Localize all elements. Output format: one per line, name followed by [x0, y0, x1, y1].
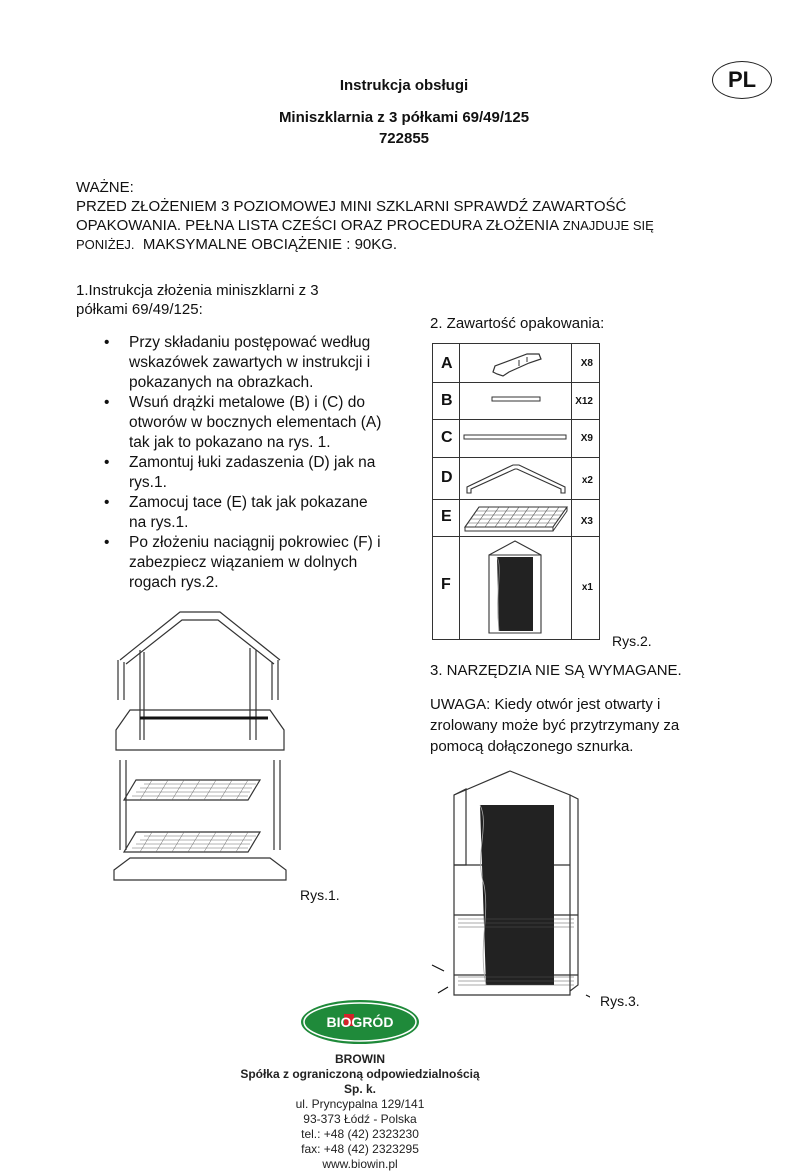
product-code: 722855 [378, 130, 430, 147]
figure-1-exploded-frame [100, 600, 300, 900]
tools-heading: 3. NARZĘDZIA NIE SĄ WYMAGANE. [430, 662, 682, 679]
language-badge: PL [712, 61, 772, 99]
parts-row [433, 382, 599, 420]
figure-2-caption: Rys.2. [612, 633, 652, 649]
contents-heading: 2. Zawartość opakowania: [430, 315, 605, 332]
part-letter: D [441, 469, 453, 486]
company-fax: fax: +48 (42) 2323295 [301, 1142, 419, 1156]
notice-text: MAKSYMALNE OBCIĄŻENIE : 90KG. [134, 236, 398, 253]
company-tel: tel.: +48 (42) 2323230 [301, 1127, 419, 1141]
parts-row [433, 344, 599, 383]
company-legal: Spółka z ograniczoną odpowiedzialnością Sp. k. [240, 1067, 480, 1096]
figure-3-caption: Rys.3. [600, 993, 640, 1009]
figure-1-caption: Rys.1. [300, 887, 340, 903]
company-name: BROWIN [335, 1052, 385, 1066]
assembly-step: • Przy składaniu postępować według wskazówek zawartych w instrukcji i pokazanych na obrazkach. [104, 333, 389, 393]
important-notice [76, 178, 716, 254]
company-web[interactable]: www.biowin.pl [322, 1157, 398, 1171]
part-letter: F [441, 576, 451, 593]
parts-row [433, 457, 599, 500]
company-info [230, 1052, 490, 1172]
notice-text: OPAKOWANIA. PEŁNA LISTA CZEŚCI ORAZ PROCEDURA ZŁOŻENIA [76, 217, 560, 234]
company-street: ul. Pryncypalna 129/141 [295, 1097, 425, 1111]
parts-row [433, 499, 599, 537]
assembly-step: • Zamocuj tace (E) tak jak pokazane na rys.1. [104, 493, 389, 533]
note-text: UWAGA: Kiedy otwór jest otwarty i zrolowany może być przytrzymany za pomocą dołączonego sznurka. [430, 696, 680, 755]
assembly-steps [104, 333, 389, 593]
part-letter: C [441, 429, 453, 446]
part-letter: A [441, 355, 453, 372]
product-name: Miniszklarnia z 3 półkami 69/49/125 [278, 109, 530, 126]
assembly-step: • Po złożeniu naciągnij pokrowiec (F) i zabezpiecz wiązaniem w dolnych rogach rys.2. [104, 533, 389, 593]
part-e-icon [463, 503, 569, 533]
part-c-icon [463, 434, 569, 442]
part-qty: X12 [575, 396, 593, 407]
notice-line [76, 216, 716, 235]
logo-text: BIOGRÓD [326, 1014, 394, 1030]
notice-heading: WAŻNE: [76, 179, 134, 196]
parts-table [432, 343, 600, 640]
part-d-icon [463, 461, 569, 497]
part-qty: X3 [580, 516, 593, 527]
notice-line: PRZED ZŁOŻENIEM 3 POZIOMOWEJ MINI SZKLARNI SPRAWDŹ ZAWARTOŚĆ [76, 198, 627, 215]
biogrod-logo [298, 997, 422, 1047]
figure-3-assembled-greenhouse [430, 765, 590, 1015]
part-qty: x1 [581, 582, 593, 593]
parts-row [433, 536, 599, 639]
part-a-icon [489, 350, 545, 378]
assembly-heading [76, 281, 376, 319]
assembly-heading-line: półkami 69/49/125: [76, 301, 203, 318]
part-b-icon [491, 396, 543, 404]
notice-text: ZNAJDUJE SIĘ [559, 218, 654, 233]
assembly-step: • Wsuń drążki metalowe (B) i (C) do otworów w bocznych elementach (A) tak jak to pokazano na rys. 1. [104, 393, 389, 453]
parts-row [433, 419, 599, 458]
part-f-icon [485, 539, 545, 635]
part-letter: E [441, 508, 452, 525]
notice-line [76, 235, 716, 254]
notice-text: PONIŻEJ. [76, 237, 135, 252]
part-qty: X8 [580, 358, 593, 369]
company-city: 93-373 Łódź - Polska [303, 1112, 417, 1126]
document-title: Instrukcja obsługi [339, 77, 469, 94]
assembly-step: • Zamontuj łuki zadaszenia (D) jak na rys.1. [104, 453, 389, 493]
part-qty: X9 [580, 433, 593, 444]
part-qty: x2 [581, 475, 593, 486]
assembly-heading-line: 1.Instrukcja złożenia miniszklarni z 3 [76, 282, 319, 299]
part-letter: B [441, 392, 453, 409]
